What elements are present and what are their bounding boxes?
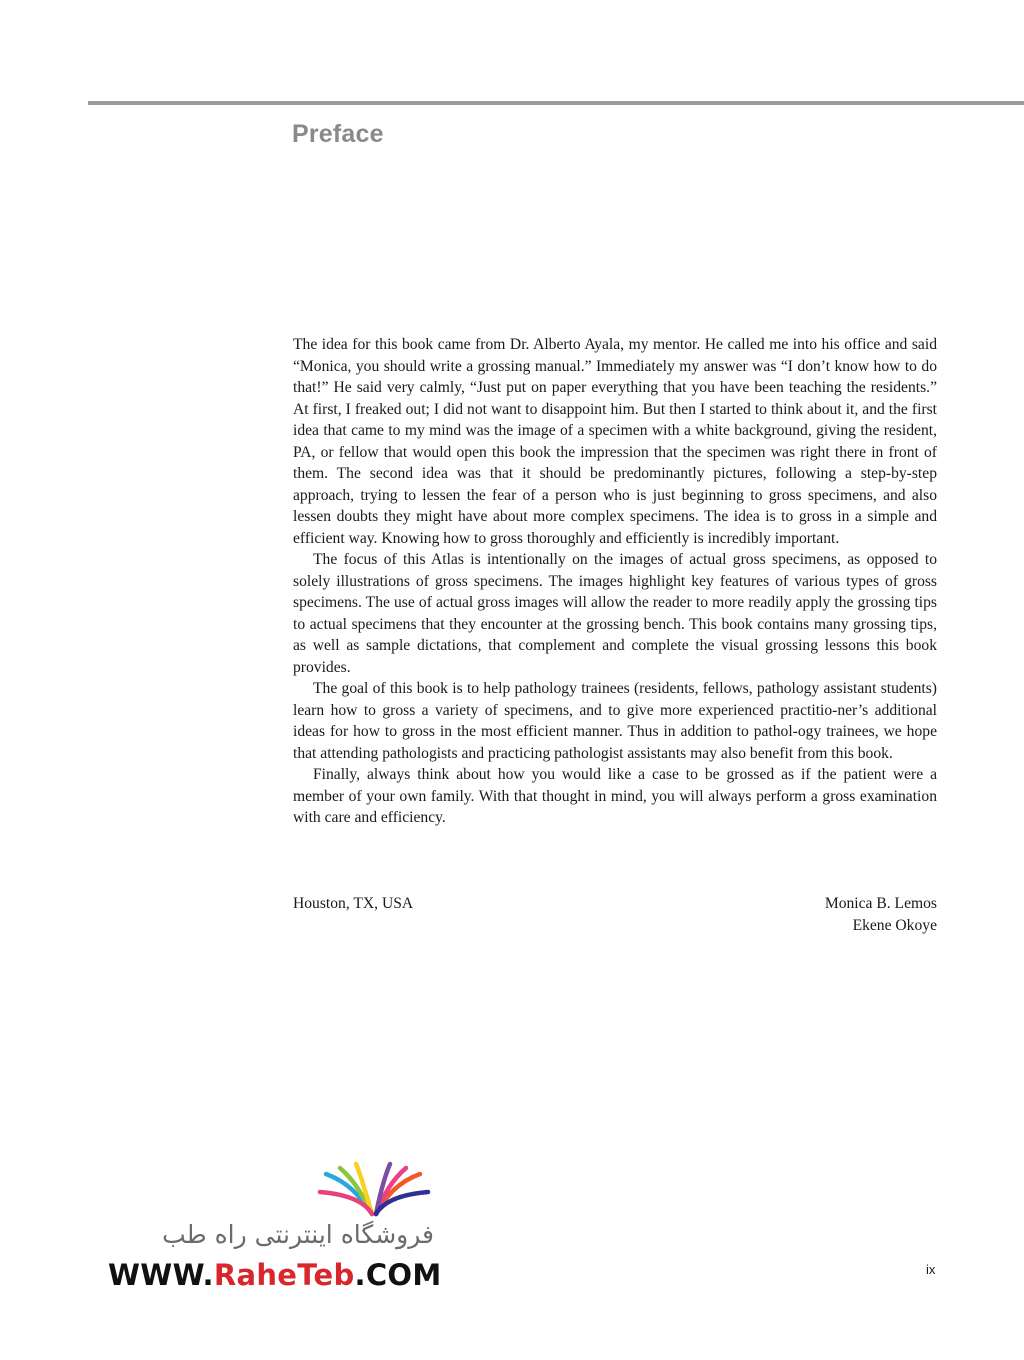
watermark-persian-text: فروشگاه اینترنتی راه طب <box>162 1220 434 1249</box>
rahe-teb-watermark <box>104 1160 444 1300</box>
paragraph-1: The idea for this book came from Dr. Alberto Ayala, my mentor. He called me into his office and said “Monica, you should write a grossing manual.” Immediately my answer was “I don’t know how to do that!” He said very calmly, “Just put on paper everything that you have been teaching the residents.” At first, I freaked out; I did not want to disappoint him. But then I started to think about it, and the first idea that came to my mind was the image of a specimen with a white background, giving the resident, PA, or fellow that would open this book the impression that the specimen was right there in front of them. The second idea was that it should be predominantly pictures, following a step-by-step approach, trying to lessen the fear of a person who is just beginning to gross specimens, and also lessen doubts they might have about more complex specimens. The idea is to gross in a simple and efficient way. Knowing how to gross thoroughly and efficiently is incredibly important. <box>293 336 937 547</box>
page-number: ix <box>926 1262 936 1277</box>
signature-authors <box>825 893 937 936</box>
watermark-url-brand: RaheTeb <box>213 1258 355 1292</box>
watermark-url <box>108 1258 442 1292</box>
author-name: Monica B. Lemos <box>824 895 937 912</box>
watermark-url-suffix: .COM <box>354 1258 442 1292</box>
chapter-top-rule <box>88 101 1024 105</box>
open-book-rainbow-icon <box>314 1160 434 1220</box>
chapter-title: Preface <box>292 120 384 148</box>
signature-block <box>293 893 937 936</box>
paragraph-3: The goal of this book is to help pathology trainees (residents, fellows, pathology assistant students) learn how to gross a variety of specimens, and to give more experienced practitio-ner’s additional ideas for how to gross in the most efficient manner. Thus in addition to pathol-ogy trainees, we hope that attending pathologists and practicing pathologist assistants may also benefit from this book. <box>293 680 937 762</box>
paragraph-2: The focus of this Atlas is intentionally on the images of actual gross specimens, as opposed to solely illustrations of gross specimens. The images highlight key features of various types of gross specimens. The use of actual gross images will allow the reader to more readily apply the grossing tips to actual specimens that they encounter at the grossing bench. This book contains many grossing tips, as well as sample dictations, that complement and complete the visual grossing lessons this book provides. <box>293 551 937 676</box>
preface-body <box>293 334 937 829</box>
signature-location: Houston, TX, USA <box>293 895 414 912</box>
paragraph-4: Finally, always think about how you would like a case to be grossed as if the patient were a member of your own family. With that thought in mind, you will always perform a gross examination with care and efficiency. <box>293 766 937 826</box>
watermark-url-prefix: WWW. <box>108 1258 214 1292</box>
author-name: Ekene Okoye <box>852 916 937 934</box>
